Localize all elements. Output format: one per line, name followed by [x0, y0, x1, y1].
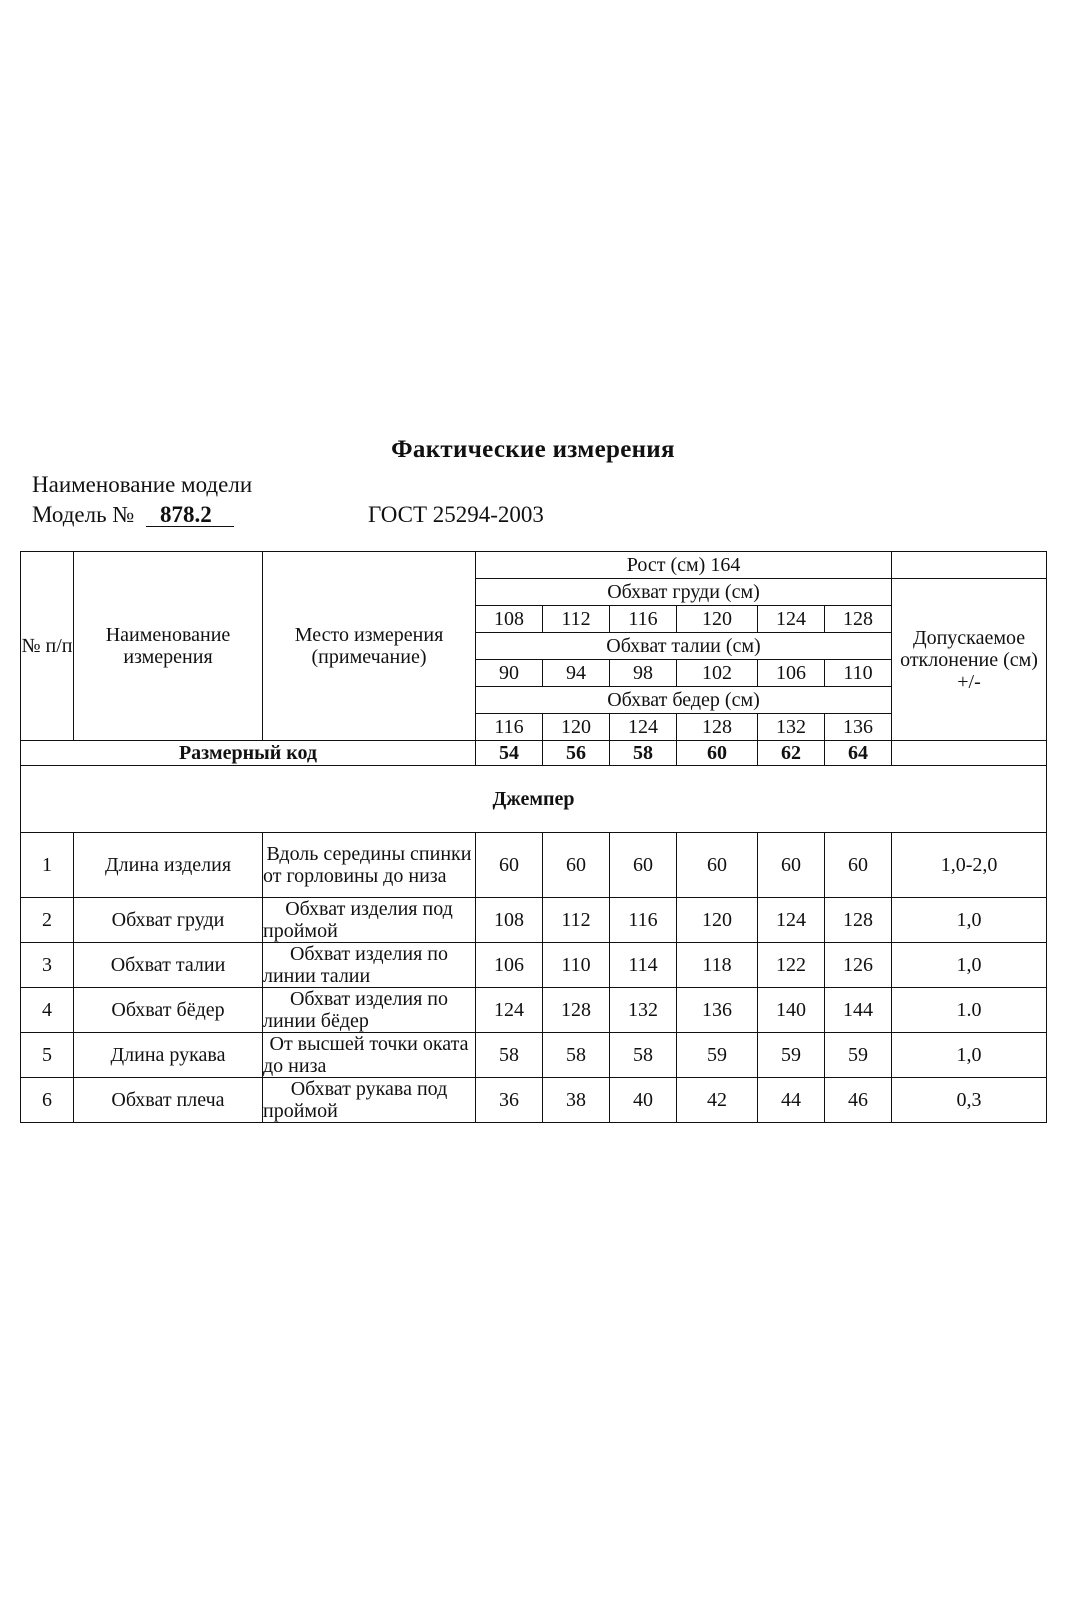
row-value: 58 — [543, 1033, 610, 1078]
row-name: Длина рукава — [74, 1033, 263, 1078]
model-number-label: Модель № — [32, 502, 135, 527]
row-name: Обхват бёдер — [74, 988, 263, 1033]
model-number-line — [32, 502, 1032, 528]
header-height: Рост (см) 164 — [476, 552, 892, 579]
row-value: 60 — [476, 833, 543, 898]
row-value: 58 — [610, 1033, 677, 1078]
header-chest: Обхват груди (см) — [476, 579, 892, 606]
hips-value: 120 — [543, 714, 610, 741]
row-value: 110 — [543, 943, 610, 988]
row-tolerance: 1,0 — [892, 898, 1047, 943]
size-code: 56 — [543, 741, 610, 766]
row-name: Обхват груди — [74, 898, 263, 943]
table-row — [21, 898, 1047, 943]
row-number: 6 — [21, 1078, 74, 1123]
chest-value: 108 — [476, 606, 543, 633]
row-value: 59 — [677, 1033, 758, 1078]
row-value: 59 — [758, 1033, 825, 1078]
size-code: 62 — [758, 741, 825, 766]
row-name: Длина изделия — [74, 833, 263, 898]
row-number: 2 — [21, 898, 74, 943]
header-row-height — [21, 552, 1047, 579]
model-number: 878.2 — [146, 504, 234, 527]
chest-value: 120 — [677, 606, 758, 633]
row-value: 116 — [610, 898, 677, 943]
model-name-label: Наименование модели — [32, 472, 253, 497]
row-note: От высшей точки оката до низа — [263, 1033, 476, 1078]
chest-value: 124 — [758, 606, 825, 633]
table-row — [21, 943, 1047, 988]
row-value: 106 — [476, 943, 543, 988]
row-note: Обхват изделия по линии талии — [263, 943, 476, 988]
row-tolerance: 1,0-2,0 — [892, 833, 1047, 898]
hips-value: 116 — [476, 714, 543, 741]
waist-value: 110 — [825, 660, 892, 687]
row-value: 60 — [677, 833, 758, 898]
row-value: 46 — [825, 1078, 892, 1123]
row-note: Обхват рукава под проймой — [263, 1078, 476, 1123]
measurement-table — [20, 551, 1047, 1123]
row-value: 144 — [825, 988, 892, 1033]
chest-value: 128 — [825, 606, 892, 633]
header-waist: Обхват талии (см) — [476, 633, 892, 660]
row-tolerance: 1,0 — [892, 1033, 1047, 1078]
waist-value: 94 — [543, 660, 610, 687]
hips-value: 136 — [825, 714, 892, 741]
row-tolerance: 0,3 — [892, 1078, 1047, 1123]
row-value: 136 — [677, 988, 758, 1033]
row-value: 60 — [758, 833, 825, 898]
waist-value: 102 — [677, 660, 758, 687]
gost-standard: ГОСТ 25294-2003 — [368, 502, 544, 527]
header-hips: Обхват бедер (см) — [476, 687, 892, 714]
row-value: 114 — [610, 943, 677, 988]
row-value: 118 — [677, 943, 758, 988]
row-value: 59 — [825, 1033, 892, 1078]
row-note: Вдоль середины спинки от горловины до низа — [263, 833, 476, 898]
row-value: 124 — [476, 988, 543, 1033]
chest-value: 116 — [610, 606, 677, 633]
hips-value: 124 — [610, 714, 677, 741]
table-row — [21, 988, 1047, 1033]
row-value: 40 — [610, 1078, 677, 1123]
table-row — [21, 1078, 1047, 1123]
row-value: 60 — [825, 833, 892, 898]
header-number: № п/п — [21, 552, 74, 741]
row-number: 4 — [21, 988, 74, 1033]
document-title: Фактические измерения — [391, 436, 675, 463]
row-value: 122 — [758, 943, 825, 988]
row-number: 5 — [21, 1033, 74, 1078]
row-value: 36 — [476, 1078, 543, 1123]
row-note: Обхват изделия по линии бёдер — [263, 988, 476, 1033]
row-number: 3 — [21, 943, 74, 988]
row-value: 128 — [543, 988, 610, 1033]
row-value: 124 — [758, 898, 825, 943]
waist-value: 90 — [476, 660, 543, 687]
size-code: 64 — [825, 741, 892, 766]
row-value: 126 — [825, 943, 892, 988]
section-title: Джемпер — [21, 766, 1047, 833]
row-value: 132 — [610, 988, 677, 1033]
waist-value: 98 — [610, 660, 677, 687]
row-value: 38 — [543, 1078, 610, 1123]
row-tolerance: 1,0 — [892, 943, 1047, 988]
row-value: 140 — [758, 988, 825, 1033]
size-code: 60 — [677, 741, 758, 766]
table-row — [21, 833, 1047, 898]
size-code-blank — [892, 741, 1047, 766]
row-tolerance: 1.0 — [892, 988, 1047, 1033]
row-number: 1 — [21, 833, 74, 898]
size-code: 58 — [610, 741, 677, 766]
section-row — [21, 766, 1047, 833]
row-value: 58 — [476, 1033, 543, 1078]
row-value: 128 — [825, 898, 892, 943]
table-body — [21, 552, 1047, 1123]
row-note: Обхват изделия под проймой — [263, 898, 476, 943]
row-value: 60 — [610, 833, 677, 898]
row-value: 60 — [543, 833, 610, 898]
header-measurement-place: Место измерения (примечание) — [263, 552, 476, 741]
table-row — [21, 1033, 1047, 1078]
size-code-row — [21, 741, 1047, 766]
row-value: 112 — [543, 898, 610, 943]
row-value: 108 — [476, 898, 543, 943]
header-tolerance: Допускаемое отклонение (см) +/- — [892, 579, 1047, 741]
chest-value: 112 — [543, 606, 610, 633]
header-blank — [892, 552, 1047, 579]
hips-value: 128 — [677, 714, 758, 741]
header-measurement-name: Наименование измерения — [74, 552, 263, 741]
hips-value: 132 — [758, 714, 825, 741]
row-value: 120 — [677, 898, 758, 943]
row-value: 44 — [758, 1078, 825, 1123]
waist-value: 106 — [758, 660, 825, 687]
size-code: 54 — [476, 741, 543, 766]
size-code-label: Размерный код — [21, 741, 476, 766]
row-value: 42 — [677, 1078, 758, 1123]
row-name: Обхват талии — [74, 943, 263, 988]
row-name: Обхват плеча — [74, 1078, 263, 1123]
